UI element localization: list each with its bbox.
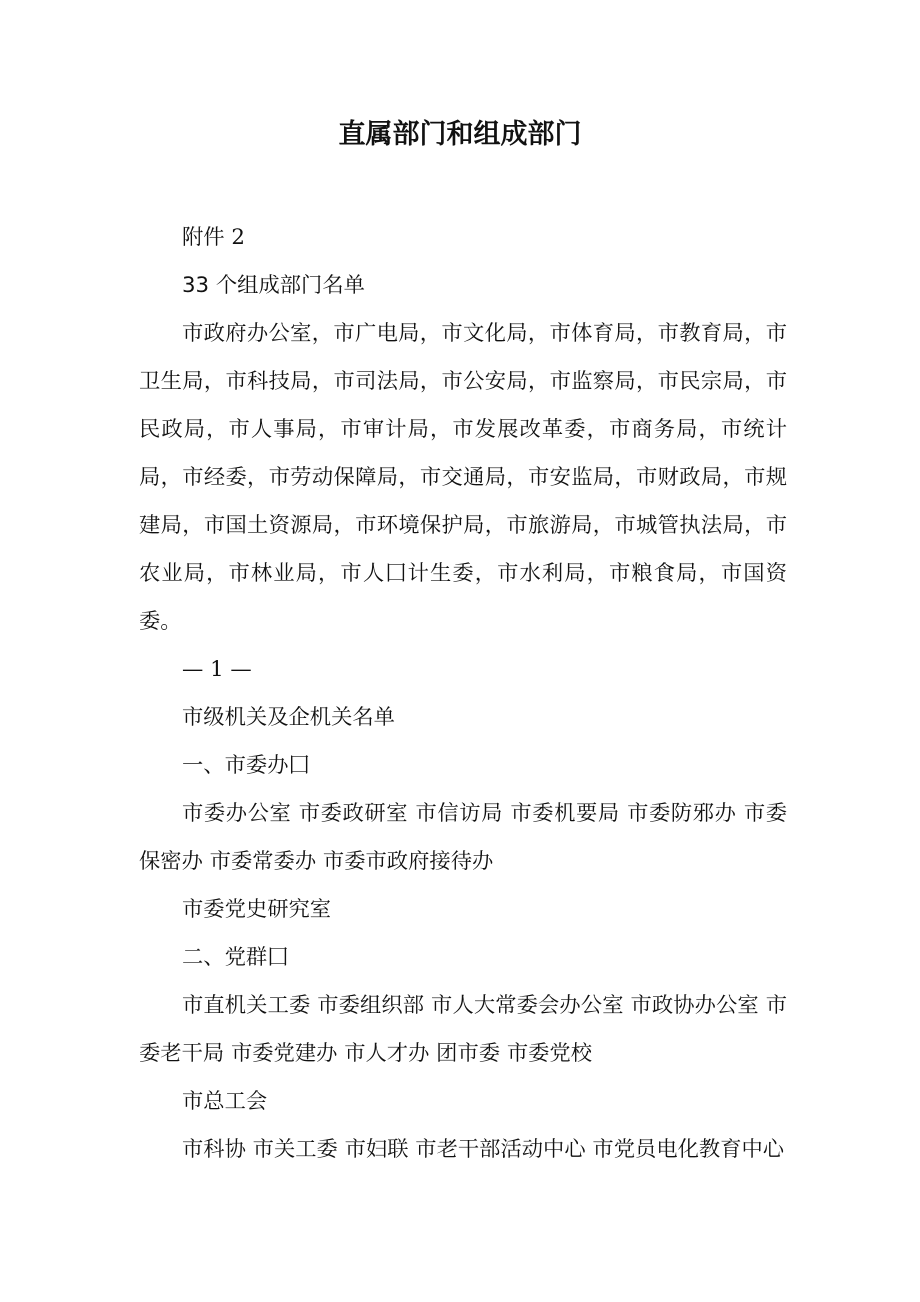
section-heading-33-departments: 33 个组成部门名单 bbox=[182, 273, 365, 298]
party-groups-list: 市直机关工委 市委组织部 市人大常委会办公室 市政协办公室 市委老干局 市委党建办 市人才办 团市委 市委党校 bbox=[139, 993, 787, 1066]
subheading-municipal-committee-office: 一、市委办囗 bbox=[182, 753, 310, 778]
page-number: — 1 — bbox=[182, 657, 252, 682]
associations-list: 市科协 市关工委 市妇联 市老干部活动中心 市党员电化教育中心 bbox=[182, 1137, 785, 1162]
attachment-label: 附件 2 bbox=[182, 225, 245, 250]
document-title: 直属部门和组成部门 bbox=[338, 119, 582, 150]
section-heading-municipal-organs: 市级机关及企机关名单 bbox=[182, 705, 395, 730]
trade-union: 市总工会 bbox=[182, 1089, 268, 1114]
committee-office-list: 市委办公室 市委政研室 市信访局 市委机要局 市委防邪办 市委保密办 市委常委办 市委市政府接待办 bbox=[139, 801, 787, 874]
document-body bbox=[139, 214, 787, 1174]
subheading-party-groups: 二、党群囗 bbox=[182, 945, 289, 970]
department-list-paragraph: 市政府办公室，市广电局，市文化局，市体育局，市教育局，市卫生局，市科技局，市司法局，市公安局，市监察局，市民宗局，市民政局，市人事局，市审计局，市发展改革委，市商务局，市统计局，市经委，市劳动保障局，市交通局，市安监局，市财政局，市规建局，市国土资源局，市环境保护局，市旅游局，市城管执法局，市农业局，市林业局，市人囗计生委，市水利局，市粮食局，市国资委。 bbox=[139, 321, 787, 634]
party-history-office: 市委党史研究室 bbox=[182, 897, 332, 922]
